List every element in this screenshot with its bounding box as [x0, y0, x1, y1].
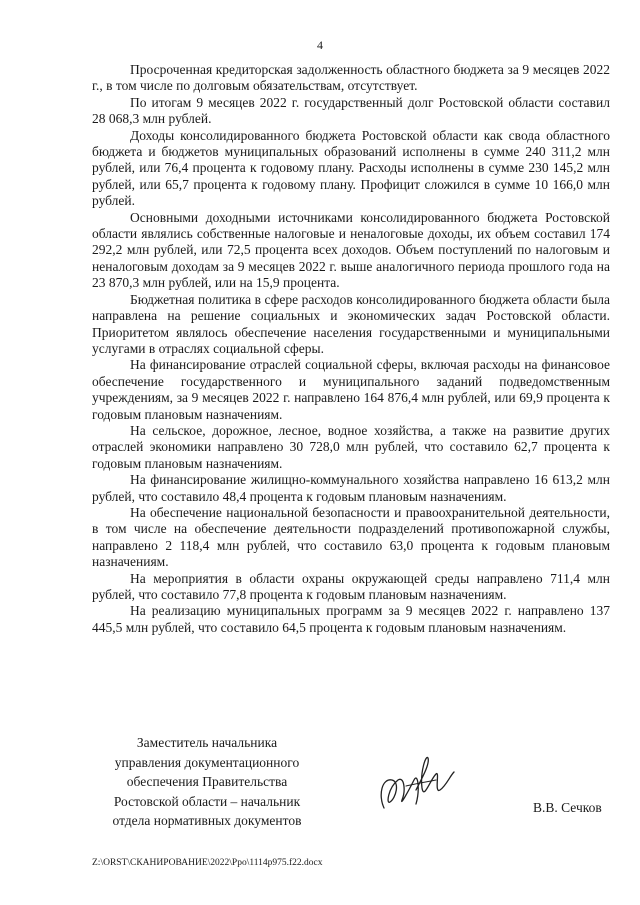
paragraph: На сельское, дорожное, лесное, водное хозяйства, а также на развитие других отраслей экономики направлено 30 728,0 млн рублей, что составило 62,7 процента к годовым плановым назначениям.	[92, 422, 610, 471]
paragraph: На мероприятия в области охраны окружающей среды направлено 711,4 млн рублей, что составило 77,8 процента к годовым плановым назначениям.	[92, 570, 610, 602]
paragraph: На финансирование отраслей социальной сферы, включая расходы на финансовое обеспечение государственного и муниципального заданий подведомственным учреждениям, за 9 месяцев 2022 г. направлено 164 876,4 млн рублей, или 69,9 процента к годовым плановым назначениям.	[92, 357, 610, 422]
position-line: Заместитель начальника	[136, 735, 278, 750]
file-path: Z:\ORST\СКАНИРОВАНИЕ\2022\Ppo\1114p975.f22.docx	[92, 858, 323, 868]
signer-name: В.В. Сечков	[533, 800, 602, 815]
paragraph: Основными доходными источниками консолидированного бюджета Ростовской области являлись собственные налоговые и неналоговые доходы, их объем составил 174 292,2 млн рублей, или 72,5 процента всех доходов. Объем поступлений по налоговым и неналоговым доходам за 9 месяцев 2022 г. выше аналогичного периода прошлого года на 23 870,3 млн рублей, или на 15,9 процента.	[92, 209, 610, 291]
position-line: Ростовской области – начальник	[113, 793, 301, 809]
paragraph: Доходы консолидированного бюджета Ростовской области как свода областного бюджета и бюджетов муниципальных образований исполнены в сумме 240 311,2 млн рублей, или 76,4 процента к годовому плану. Расходы исполнены в сумме 230 145,2 млн рублей, или 65,7 процента к годовому плану. Профицит сложился в сумме 10 166,0 млн рублей.	[92, 127, 610, 209]
page-number: 4	[317, 38, 323, 52]
paragraph: Просроченная кредиторская задолженность областного бюджета за 9 месяцев 2022 г., в том числе по долговым обязательствам, отсутствует.	[92, 62, 610, 94]
body-text	[92, 62, 610, 636]
paragraph: На обеспечение национальной безопасности и правоохранительной деятельности, в том числе на обеспечение деятельности подразделений противопожарной службы, направлено 2 118,4 млн рублей, что составило 63,0 процента к годовым плановым назначениям.	[92, 504, 610, 570]
signature-position	[92, 733, 322, 831]
position-line: отдела нормативных документов	[112, 813, 302, 828]
handwritten-signature	[370, 750, 460, 820]
position-line: управления документационного	[114, 754, 300, 770]
paragraph: Бюджетная политика в сфере расходов консолидированного бюджета области была направлена на решение социальных и экономических задач Ростовской области. Приоритетом являлось обеспечение населения государственными и муниципальными услугами в отраслях социальной сферы.	[92, 291, 610, 356]
paragraph: На финансирование жилищно-коммунального хозяйства направлено 16 613,2 млн рублей, что составило 48,4 процента к годовым плановым назначениям.	[92, 472, 610, 504]
paragraph: На реализацию муниципальных программ за 9 месяцев 2022 г. направлено 137 445,5 млн рублей, что составило 64,5 процента к годовым плановым назначениям.	[92, 603, 610, 635]
paragraph: По итогам 9 месяцев 2022 г. государственный долг Ростовской области составил 28 068,3 млн рублей.	[92, 94, 610, 127]
position-line: обеспечения Правительства	[126, 774, 288, 789]
